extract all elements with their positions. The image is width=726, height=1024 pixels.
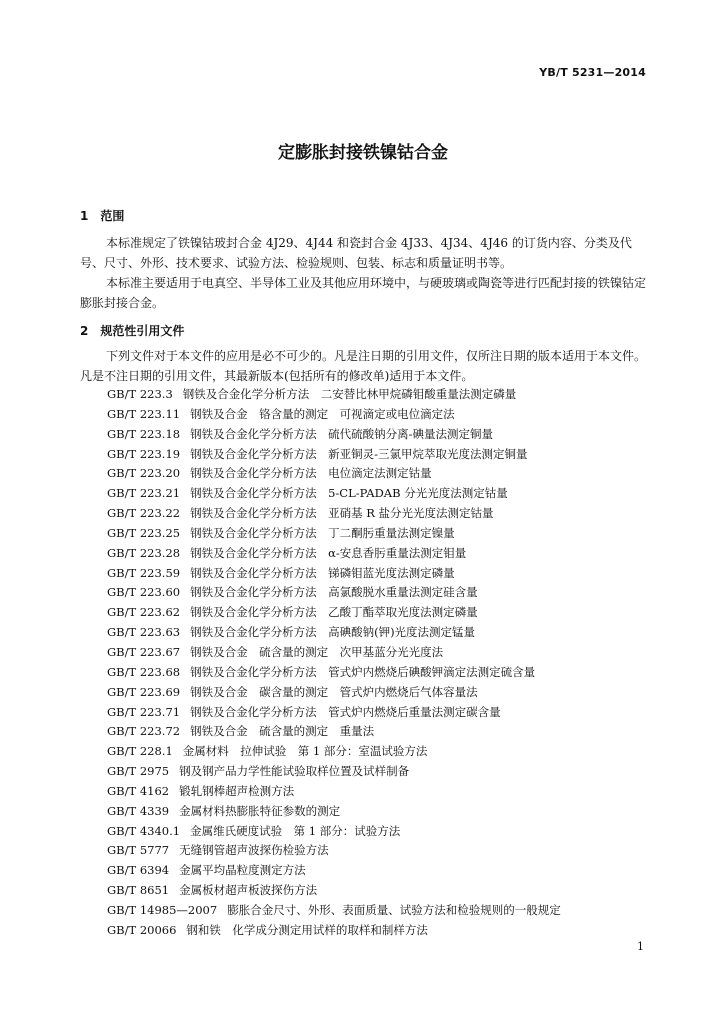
reference-title: 钢铁及合金化学分析方法 锑磷钼蓝光度法测定磷量 xyxy=(190,565,455,580)
reference-item xyxy=(107,425,667,445)
reference-code: GB/T 223.68 xyxy=(107,664,181,679)
reference-item xyxy=(107,703,667,723)
reference-item xyxy=(107,504,667,524)
reference-item xyxy=(107,802,667,822)
reference-title: 钢和铁 化学成分测定用试样的取样和制样方法 xyxy=(186,922,428,937)
reference-title: 钢铁及合金化学分析方法 二安替比林甲烷磷钼酸重量法测定磷量 xyxy=(182,387,517,401)
reference-title: 钢铁及合金化学分析方法 硫代硫酸钠分离-碘量法测定铜量 xyxy=(190,426,493,441)
reference-code: GB/T 223.62 xyxy=(107,605,181,620)
reference-code: GB/T 4340.1 xyxy=(107,823,181,838)
reference-title: 钢铁及合金化学分析方法 亚硝基 R 盐分光光度法测定钴量 xyxy=(190,506,494,521)
reference-title: 金属材料 拉伸试验 第 1 部分：室温试验方法 xyxy=(182,744,428,759)
reference-item xyxy=(107,603,667,623)
reference-title: 膨胀合金尺寸、外形、表面质量、试验方法和检验规则的一般规定 xyxy=(227,902,561,917)
reference-title: 钢铁及合金化学分析方法 丁二酮肟重量法测定镍量 xyxy=(190,525,455,540)
reference-title: 钢铁及合金化学分析方法 新亚铜灵-三氯甲烷萃取光度法测定铜量 xyxy=(190,446,528,461)
page-number: 1 xyxy=(637,940,644,953)
reference-title: 钢铁及合金化学分析方法 管式炉内燃烧后重量法测定碳含量 xyxy=(190,704,501,719)
reference-code: GB/T 223.22 xyxy=(107,506,181,521)
reference-code: GB/T 8651 xyxy=(107,883,170,898)
reference-code: GB/T 223.3 xyxy=(107,387,173,401)
reference-code: GB/T 5777 xyxy=(107,843,170,858)
reference-title: 钢铁及合金化学分析方法 5-CL-PADAB 分光光度法测定钴量 xyxy=(190,486,508,501)
reference-title: 钢铁及合金化学分析方法 α-安息香肟重量法测定钼量 xyxy=(190,545,467,560)
section-2-intro: 下列文件对于本文件的应用是必不可少的。凡是注日期的引用文件，仅所注日期的版本适用于本文件。凡是不注日期的引用文件，其最新版本(包括所有的修改单)适用于本文件。 xyxy=(80,349,647,383)
reference-title: 金属材料热膨胀特征参数的测定 xyxy=(179,803,341,818)
reference-title: 锻轧钢棒超声检测方法 xyxy=(179,783,295,798)
reference-item xyxy=(107,623,667,643)
reference-item xyxy=(107,683,667,703)
reference-item xyxy=(107,901,667,921)
reference-item xyxy=(107,742,667,762)
reference-item xyxy=(107,921,667,941)
reference-code: GB/T 4162 xyxy=(107,783,170,798)
reference-code: GB/T 14985—2007 xyxy=(107,902,218,917)
reference-item xyxy=(107,861,667,881)
reference-title: 无缝钢管超声波探伤检验方法 xyxy=(179,843,329,858)
reference-code: GB/T 223.21 xyxy=(107,486,181,501)
reference-item xyxy=(107,405,667,425)
normative-reference-list xyxy=(107,385,667,941)
reference-item xyxy=(107,385,667,405)
reference-code: GB/T 223.69 xyxy=(107,684,181,699)
reference-code: GB/T 4339 xyxy=(107,803,170,818)
reference-code: GB/T 223.63 xyxy=(107,625,181,640)
reference-item xyxy=(107,464,667,484)
reference-item xyxy=(107,484,667,504)
section-2-heading: 2 规范性引用文件 xyxy=(80,324,185,338)
reference-title: 金属板材超声板波探伤方法 xyxy=(179,883,318,898)
reference-code: GB/T 2975 xyxy=(107,764,170,779)
reference-item xyxy=(107,643,667,663)
standard-number: YB/T 5231—2014 xyxy=(539,66,646,79)
reference-code: GB/T 223.60 xyxy=(107,585,181,600)
reference-title: 钢及钢产品力学性能试验取样位置及试样制备 xyxy=(179,764,410,779)
reference-code: GB/T 223.20 xyxy=(107,466,181,481)
reference-code: GB/T 223.25 xyxy=(107,525,181,540)
reference-title: 钢铁及合金化学分析方法 管式炉内燃烧后碘酸钾滴定法测定硫含量 xyxy=(190,664,536,679)
reference-item xyxy=(107,544,667,564)
reference-item xyxy=(107,762,667,782)
section-1-paragraph-2: 本标准主要适用于电真空、半导体工业及其他应用环境中，与硬玻璃或陶瓷等进行匹配封接的铁镍钴定膨胀封接合金。 xyxy=(80,276,647,310)
reference-title: 金属维氏硬度试验 第 1 部分：试验方法 xyxy=(190,823,401,838)
reference-item xyxy=(107,782,667,802)
reference-title: 钢铁及合金 铬含量的测定 可视滴定或电位滴定法 xyxy=(190,406,455,421)
reference-item xyxy=(107,445,667,465)
reference-code: GB/T 20066 xyxy=(107,922,177,937)
reference-code: GB/T 6394 xyxy=(107,863,170,878)
reference-item xyxy=(107,841,667,861)
reference-code: GB/T 223.18 xyxy=(107,426,181,441)
reference-code: GB/T 223.28 xyxy=(107,545,181,560)
reference-title: 钢铁及合金 硫含量的测定 重量法 xyxy=(190,724,375,739)
reference-title: 钢铁及合金化学分析方法 电位滴定法测定钴量 xyxy=(190,466,432,481)
reference-title: 钢铁及合金化学分析方法 乙酸丁酯萃取光度法测定磷量 xyxy=(190,605,478,620)
reference-title: 金属平均晶粒度测定方法 xyxy=(179,863,306,878)
section-1-paragraph-1: 本标准规定了铁镍钴玻封合金 4J29、4J44 和瓷封合金 4J33、4J34、4J46 的订货内容、分类及代号、尺寸、外形、技术要求、试验方法、检验规则、包装、标志和质量证明书等。 xyxy=(80,236,632,270)
reference-code: GB/T 223.11 xyxy=(107,406,181,421)
reference-item xyxy=(107,583,667,603)
reference-title: 钢铁及合金化学分析方法 高氯酸脱水重量法测定硅含量 xyxy=(190,585,478,600)
reference-code: GB/T 223.71 xyxy=(107,704,181,719)
reference-title: 钢铁及合金化学分析方法 高碘酸钠(钾)光度法测定锰量 xyxy=(190,625,476,640)
reference-item xyxy=(107,822,667,842)
page-title: 定膨胀封接铁镍钴合金 xyxy=(278,143,448,163)
reference-item xyxy=(107,524,667,544)
reference-item xyxy=(107,881,667,901)
reference-code: GB/T 223.19 xyxy=(107,446,181,461)
reference-title: 钢铁及合金 硫含量的测定 次甲基蓝分光光度法 xyxy=(190,644,444,659)
reference-code: GB/T 223.59 xyxy=(107,565,181,580)
reference-item xyxy=(107,722,667,742)
reference-code: GB/T 223.67 xyxy=(107,644,181,659)
reference-item xyxy=(107,564,667,584)
reference-title: 钢铁及合金 碳含量的测定 管式炉内燃烧后气体容量法 xyxy=(190,684,478,699)
reference-code: GB/T 228.1 xyxy=(107,744,173,759)
reference-code: GB/T 223.72 xyxy=(107,724,181,739)
reference-item xyxy=(107,663,667,683)
section-1-heading: 1 范围 xyxy=(80,209,125,223)
